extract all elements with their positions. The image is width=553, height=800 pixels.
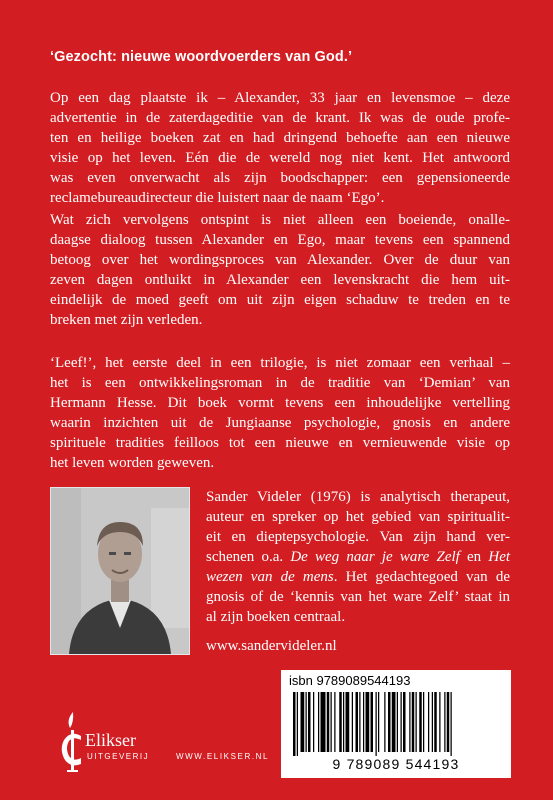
text-line: daagse dialoog tussen Alexander en Ego, maar tevens een spannend [50,232,510,248]
text-line: breken met zijn verleden. [50,312,203,328]
text-line: het is een ontwikkelingsroman in de traditie van ‘Demian’ van [50,375,510,391]
text-fragment: schenen o.a. [206,549,284,565]
text-line: ‘Leef!’, het eerste deel in een trilogie, is niet zomaar een verhaal – [50,355,510,371]
text-line: Hermann Hesse. Dit boek vormt tevens een inhoudelijke vertelling [50,395,510,411]
text-line: was even onverwacht als zijn boodschapper: een gepensioneerde [50,170,510,186]
barcode-bar [447,692,450,752]
barcode-digits: 9 789089 544193 [332,756,460,772]
text-line: Sander Videler (1976) is analytisch therapeut, [206,489,510,505]
barcode-icon [291,692,501,756]
barcode-bar [359,692,360,752]
author-photo [50,487,190,655]
barcode-bar [327,692,330,752]
text-line: ten en heilige boeken zat en had dringend behoefte aan een nieuwe [50,130,510,146]
text-line: eit en dieptepsychologie. Van zijn hand ver- [206,529,510,545]
barcode-bar [297,692,298,756]
text-fragment: en [467,549,482,565]
publisher-website-link[interactable]: WWW.ELIKSER.NL [176,752,270,761]
barcode-bar [403,692,406,752]
text-line: waarin inzichten uit de Jungiaanse psychologie, gnosis en andere [50,415,510,431]
text-line: Op een dag plaatste ik – Alexander, 33 jaar en levensmoe – deze [50,90,510,106]
headline-quote: ‘Gezocht: nieuwe woordvoerders van God.’ [50,49,353,65]
barcode-bar [416,692,417,752]
text-line: zeven dagen ontluikt in Alexander een levenskracht die hem uit- [50,272,510,288]
book-title: wezen van de mens [206,569,334,585]
barcode-bar [371,692,374,752]
barcode-bar [366,692,370,752]
barcode-bar [306,692,307,752]
text-line [206,547,510,567]
barcode-bar [388,692,391,752]
barcode-bar [301,692,305,752]
barcode-bar [293,692,296,756]
text-line: al zijn boeken centraal. [206,609,346,625]
barcode-bar [313,692,314,752]
barcode-bar [392,692,396,752]
author-portrait-image [51,488,189,654]
elikser-logo-icon [57,710,85,774]
barcode-bar [321,692,326,752]
text-fragment: . Het gedachtegoed van de [333,569,510,585]
barcode-bar [346,692,350,752]
paragraph-3 [50,353,510,473]
barcode-bar [363,692,364,752]
paragraph-2 [50,210,510,330]
text-line: spirituele tradities feilloos tot een nieuwe en vernieuwende visie op [50,435,510,451]
barcode-bar [419,692,422,752]
barcode-bar [376,692,377,756]
barcode-bar [423,692,424,752]
author-bio [206,487,510,627]
text-line: advertentie in de zaterdageditie van de krant. Ik was de oude profe- [50,110,510,126]
text-line: het leven worden geweven. [50,455,215,471]
barcode-bar [434,692,437,752]
text-line: visie op het leven. Eén die de wereld nog niet kent. Het antwoord [50,150,510,166]
barcode-bar [397,692,398,752]
text-line: gnosis of de ‘kennis van het ware Zelf’ staat in [206,589,510,605]
barcode-bar [331,692,332,752]
barcode-bar [334,692,335,752]
text-line: reclamebureaudirecteur die luistert naar de naam ‘Ego’. [50,190,385,206]
text-line [206,567,510,587]
barcode-bar [356,692,359,752]
text-line: eindelijk de moed geeft om uit zijn eigen schaduw te treden en te [50,292,510,308]
barcode-bar [432,692,433,752]
barcode-bar [428,692,429,752]
barcode-bar [412,692,415,752]
barcode-bar [339,692,342,752]
paragraph-1 [50,88,510,208]
barcode-bar [308,692,311,752]
barcode-bar [451,692,452,756]
publisher-name: Elikser [85,730,136,750]
text-line: Wat zich vervolgens ontspint is niet alleen een boeiende, onalle- [50,212,510,228]
isbn-barcode-box [281,670,511,778]
text-line: auteur en spreker op het gebied van spiritualit- [206,509,510,525]
author-website-link[interactable]: www.sandervideler.nl [206,638,337,654]
book-title: De weg naar je ware Zelf [290,549,460,565]
barcode-bar [444,692,445,752]
book-title: Het [488,549,511,565]
barcode-bar [378,692,379,752]
text-line: betoog over het wordingsproces van Alexander. Over de duur van [50,252,510,268]
barcode-bar [409,692,410,752]
barcode-bar [352,692,353,752]
barcode-bar [439,692,440,752]
publisher-subtitle: UITGEVERIJ [87,752,150,761]
barcode-bar [384,692,385,752]
barcode-bar [401,692,402,752]
isbn-label: isbn 9789089544193 [289,673,411,688]
barcode-bar [318,692,319,752]
barcode-bar [343,692,344,752]
